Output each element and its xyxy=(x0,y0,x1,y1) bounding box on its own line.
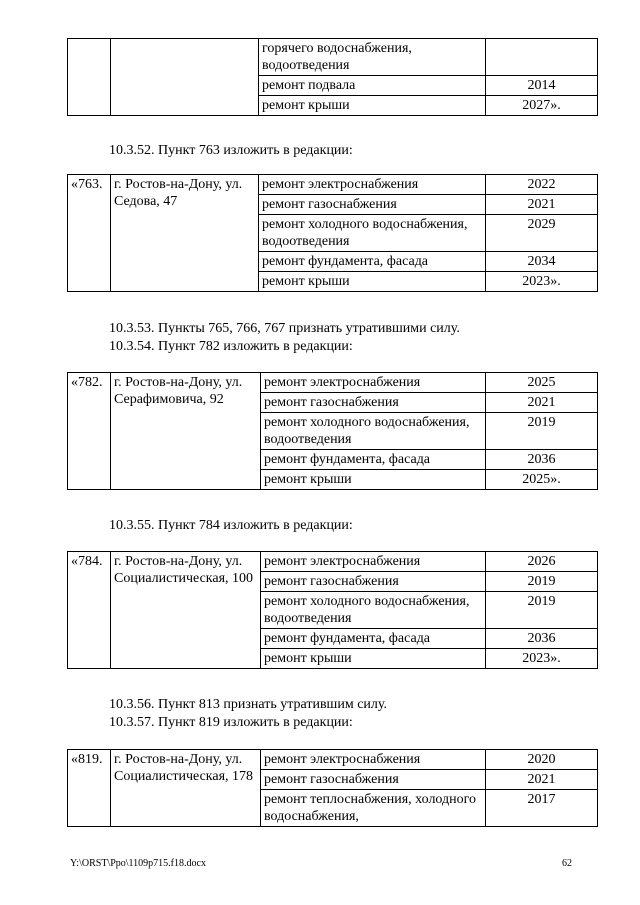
year-cell: 2017 xyxy=(486,790,598,827)
table-row xyxy=(68,373,598,393)
table-row xyxy=(68,175,598,195)
work-cell: горячего водоснабжения, водоотведения xyxy=(259,39,486,76)
number-cell: «763. xyxy=(68,175,111,292)
work-cell: ремонт электроснабжения xyxy=(261,750,486,770)
work-cell: ремонт крыши xyxy=(259,272,486,292)
footer-file-path: Y:\ORST\Ppo\1109p715.f18.docx xyxy=(70,858,206,869)
year-cell xyxy=(486,39,598,76)
address-cell: г. Ростов-на-Дону, ул. Седова, 47 xyxy=(111,175,259,292)
year-cell: 2025 xyxy=(486,373,598,393)
work-cell: ремонт электроснабжения xyxy=(261,373,486,393)
work-cell: ремонт теплоснабжения, холодного водоснабжения, xyxy=(261,790,486,827)
year-cell: 2036 xyxy=(486,629,598,649)
address-cell: г. Ростов-на-Дону, ул. Серафимовича, 92 xyxy=(111,373,261,490)
year-cell: 2026 xyxy=(486,552,598,572)
year-cell: 2021 xyxy=(486,393,598,413)
number-cell: «819. xyxy=(68,750,111,827)
table-row xyxy=(68,552,598,572)
year-cell: 2019 xyxy=(486,413,598,450)
table-763 xyxy=(67,174,598,292)
year-cell: 2021 xyxy=(486,770,598,790)
address-cell: г. Ростов-на-Дону, ул. Социалистическая, 100 xyxy=(111,552,261,669)
work-cell: ремонт крыши xyxy=(259,96,486,116)
paragraph-10-3-54: 10.3.54. Пункт 782 изложить в редакции: xyxy=(109,339,353,354)
work-cell: ремонт крыши xyxy=(261,470,486,490)
work-cell: ремонт электроснабжения xyxy=(261,552,486,572)
year-cell: 2036 xyxy=(486,450,598,470)
footer-page-number: 62 xyxy=(562,858,572,869)
work-cell: ремонт фундамента, фасада xyxy=(261,629,486,649)
work-cell: ремонт холодного водоснабжения, водоотведения xyxy=(261,592,486,629)
table-row xyxy=(68,750,598,770)
number-cell: «784. xyxy=(68,552,111,669)
paragraph-10-3-57: 10.3.57. Пункт 819 изложить в редакции: xyxy=(109,715,353,730)
work-cell: ремонт крыши xyxy=(261,649,486,669)
table-782 xyxy=(67,372,598,490)
year-cell: 2014 xyxy=(486,76,598,96)
address-cell xyxy=(111,39,259,116)
address-cell: г. Ростов-на-Дону, ул. Социалистическая, 178 xyxy=(111,750,261,827)
number-cell xyxy=(68,39,111,116)
table-continuation xyxy=(67,38,598,116)
year-cell: 2025». xyxy=(486,470,598,490)
year-cell: 2034 xyxy=(486,252,598,272)
work-cell: ремонт газоснабжения xyxy=(259,195,486,215)
year-cell: 2029 xyxy=(486,215,598,252)
paragraph-10-3-56: 10.3.56. Пункт 813 признать утратившим силу. xyxy=(109,697,387,712)
year-cell: 2023». xyxy=(486,272,598,292)
table-819 xyxy=(67,749,598,827)
paragraph-10-3-52: 10.3.52. Пункт 763 изложить в редакции: xyxy=(109,143,353,158)
table-row xyxy=(68,39,598,76)
work-cell: ремонт фундамента, фасада xyxy=(259,252,486,272)
work-cell: ремонт подвала xyxy=(259,76,486,96)
table-784 xyxy=(67,551,598,669)
year-cell: 2022 xyxy=(486,175,598,195)
year-cell: 2023». xyxy=(486,649,598,669)
year-cell: 2019 xyxy=(486,592,598,629)
year-cell: 2019 xyxy=(486,572,598,592)
paragraph-10-3-53: 10.3.53. Пункты 765, 766, 767 признать утратившими силу. xyxy=(109,321,460,336)
work-cell: ремонт электроснабжения xyxy=(259,175,486,195)
work-cell: ремонт газоснабжения xyxy=(261,572,486,592)
work-cell: ремонт холодного водоснабжения, водоотведения xyxy=(261,413,486,450)
number-cell: «782. xyxy=(68,373,111,490)
year-cell: 2020 xyxy=(486,750,598,770)
work-cell: ремонт газоснабжения xyxy=(261,393,486,413)
work-cell: ремонт холодного водоснабжения, водоотведения xyxy=(259,215,486,252)
work-cell: ремонт фундамента, фасада xyxy=(261,450,486,470)
paragraph-10-3-55: 10.3.55. Пункт 784 изложить в редакции: xyxy=(109,518,353,533)
year-cell: 2021 xyxy=(486,195,598,215)
year-cell: 2027». xyxy=(486,96,598,116)
work-cell: ремонт газоснабжения xyxy=(261,770,486,790)
